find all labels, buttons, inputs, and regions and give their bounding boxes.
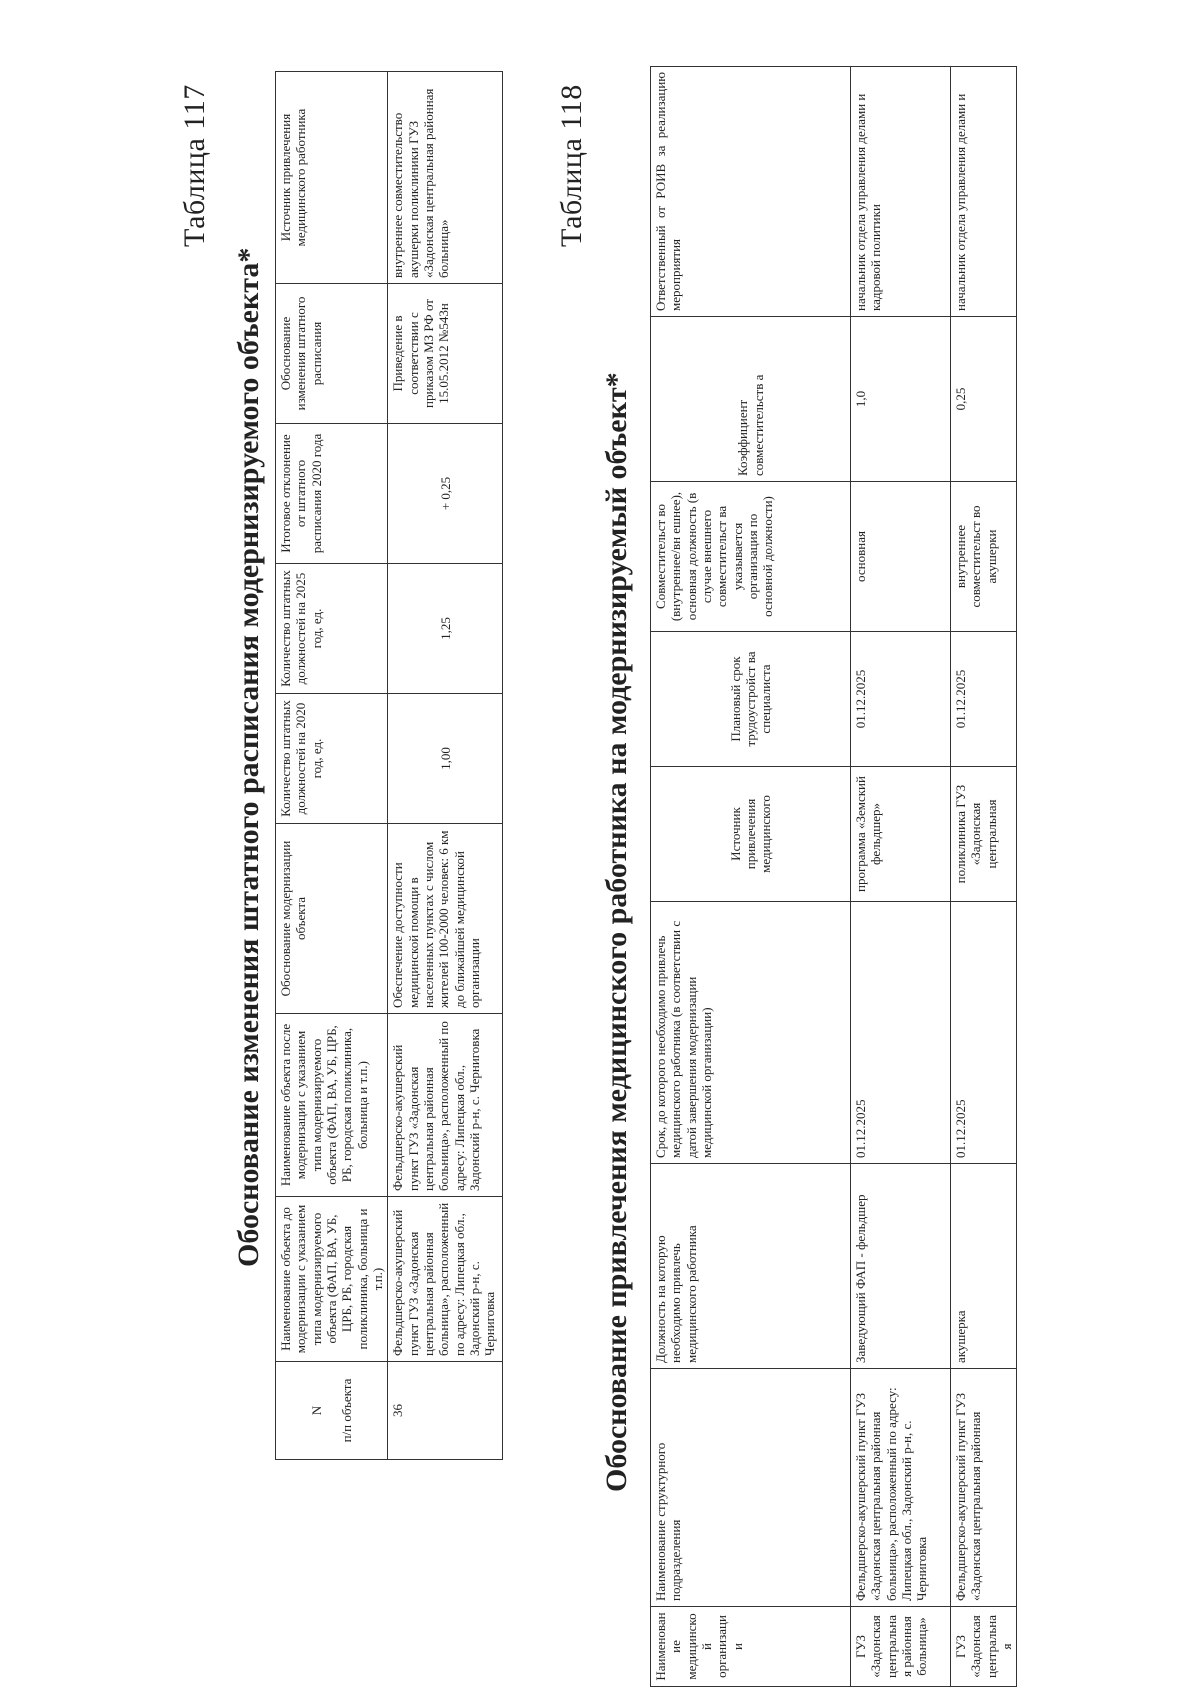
t117-header-deviation: Итоговое отклонение от штатного расписания 2020 года bbox=[276, 424, 388, 564]
table-117-title: Обоснование изменения штатного расписания модернизируемого объекта* bbox=[232, 247, 265, 1267]
t118-header-coefficient: Коэффициент совместительств а bbox=[651, 317, 851, 482]
t117-header-num: N п/п объекта bbox=[276, 1362, 388, 1460]
t118-header-source: Источник привлечения медицинского bbox=[651, 767, 851, 902]
t118-r2-unit: Фельдшерско-акушерский пункт ГУЗ «Задонская центральная районная bbox=[951, 1369, 1017, 1607]
t117-header-after: Наименование объекта после модернизации с указанием типа модернизируемого объекта (ФАП, ВА, УБ, ЦРБ, РБ, городская поликлиника, больница и т.п.) bbox=[276, 1014, 388, 1197]
t118-r1-unit: Фельдшерско-акушерский пункт ГУЗ «Задонская центральная районная больница», расположенный по адресу: Липецкая обл., Задонский р-н, с. Черниговка bbox=[851, 1369, 951, 1607]
t118-r1-source: программа «Земский фельдшер» bbox=[851, 767, 951, 902]
table-row bbox=[388, 72, 503, 1460]
table-118-label: Таблица 118 bbox=[555, 84, 588, 247]
table-118-title: Обоснование привлечения медицинского работника на модернизируемый объект* bbox=[600, 372, 633, 1492]
t118-header-unit: Наименование структурного подразделения bbox=[651, 1369, 851, 1607]
t117-header-2025: Количество штатных должностей на 2025 год, ед. bbox=[276, 564, 388, 694]
t118-header-deadline: Срок, до которого необходимо привлечь медицинского работника (в соответствии с датой завершения модернизации медицинской организации) bbox=[651, 902, 851, 1164]
t118-r1-combination: основная bbox=[851, 482, 951, 632]
t118-r2-position: акушерка bbox=[951, 1164, 1017, 1369]
t118-header-org: Наименован ие медицинской организации bbox=[651, 1607, 851, 1687]
t118-r2-deadline: 01.12.2025 bbox=[951, 902, 1017, 1164]
t117-header-justification: Обоснование изменения штатного расписания bbox=[276, 284, 388, 424]
t118-r2-responsible: начальник отдела управления делами и bbox=[951, 67, 1017, 317]
t117-cell-num: 36 bbox=[388, 1362, 503, 1460]
table-117-label: Таблица 117 bbox=[178, 84, 211, 247]
t117-header-source: Источник привлечения медицинского работника bbox=[276, 72, 388, 284]
t118-r2-planned-date: 01.12.2025 bbox=[951, 632, 1017, 767]
t118-r1-position: Заведующий ФАП - фельдшер bbox=[851, 1164, 951, 1369]
t118-header-responsible: Ответственный от РОИВ за реализацию мероприятия bbox=[651, 67, 851, 317]
t117-header-reason: Обоснование модернизации объекта bbox=[276, 824, 388, 1014]
t118-header-planned-date: Плановый срок трудоустройст ва специалиста bbox=[651, 632, 851, 767]
t118-r1-planned-date: 01.12.2025 bbox=[851, 632, 951, 767]
t117-cell-2020: 1,00 bbox=[388, 694, 503, 824]
t117-cell-reason: Обеспечение доступности медицинской помощи в населенных пунктах с числом жителей 100-2000 человек: 6 км до ближайшей медицинской организации bbox=[388, 824, 503, 1014]
t118-r1-deadline: 01.12.2025 bbox=[851, 902, 951, 1164]
t118-r2-combination: внутреннее совместительст во акушерки bbox=[951, 482, 1017, 632]
t118-r1-responsible: начальник отдела управления делами и кадровой политики bbox=[851, 67, 951, 317]
t117-cell-justification: Приведение в соответствии с приказом МЗ РФ от 15.05.2012 №543н bbox=[388, 284, 503, 424]
t117-header-2020: Количество штатных должностей на 2020 год, ед. bbox=[276, 694, 388, 824]
t118-r2-source: поликлиника ГУЗ «Задонская центральная bbox=[951, 767, 1017, 902]
t118-r1-coefficient: 1,0 bbox=[851, 317, 951, 482]
table-row bbox=[851, 67, 951, 1687]
t117-cell-before: Фельдшерско-акушерский пункт ГУЗ «Задонская центральная районная больница», расположенный по адресу: Липецкая обл., Задонский р-н, с. Черниговка bbox=[388, 1197, 503, 1362]
t118-header-combination: Совместительст во (внутреннее/вн ешнее), основная должность (в случае внешнего совместительст ва указывается организация по основной должности) bbox=[651, 482, 851, 632]
table-117 bbox=[275, 71, 503, 1460]
t117-cell-2025: 1,25 bbox=[388, 564, 503, 694]
t117-header-before: Наименование объекта до модернизации с указанием типа модернизируемого объекта (ФАП, ВА, УБ, ЦРБ, РБ, городская поликлиника, больница и т.п.) bbox=[276, 1197, 388, 1362]
t118-r1-org: ГУЗ «Задонская центральная районная больница» bbox=[851, 1607, 951, 1687]
t117-cell-after: Фельдшерско-акушерский пункт ГУЗ «Задонская центральная районная больница», расположенный по адресу: Липецкая обл., Задонский р-н, с. Черниговка bbox=[388, 1014, 503, 1197]
t117-cell-source: внутреннее совместительство акушерки поликлиники ГУЗ «Задонская центральная районная больница» bbox=[388, 72, 503, 284]
t118-r2-coefficient: 0,25 bbox=[951, 317, 1017, 482]
t118-r2-org: ГУЗ «Задонская центральная bbox=[951, 1607, 1017, 1687]
table-118 bbox=[650, 66, 1017, 1687]
t118-header-position: Должность на которую необходимо привлечь медицинского работника bbox=[651, 1164, 851, 1369]
table-row bbox=[951, 67, 1017, 1687]
t117-cell-deviation: + 0,25 bbox=[388, 424, 503, 564]
